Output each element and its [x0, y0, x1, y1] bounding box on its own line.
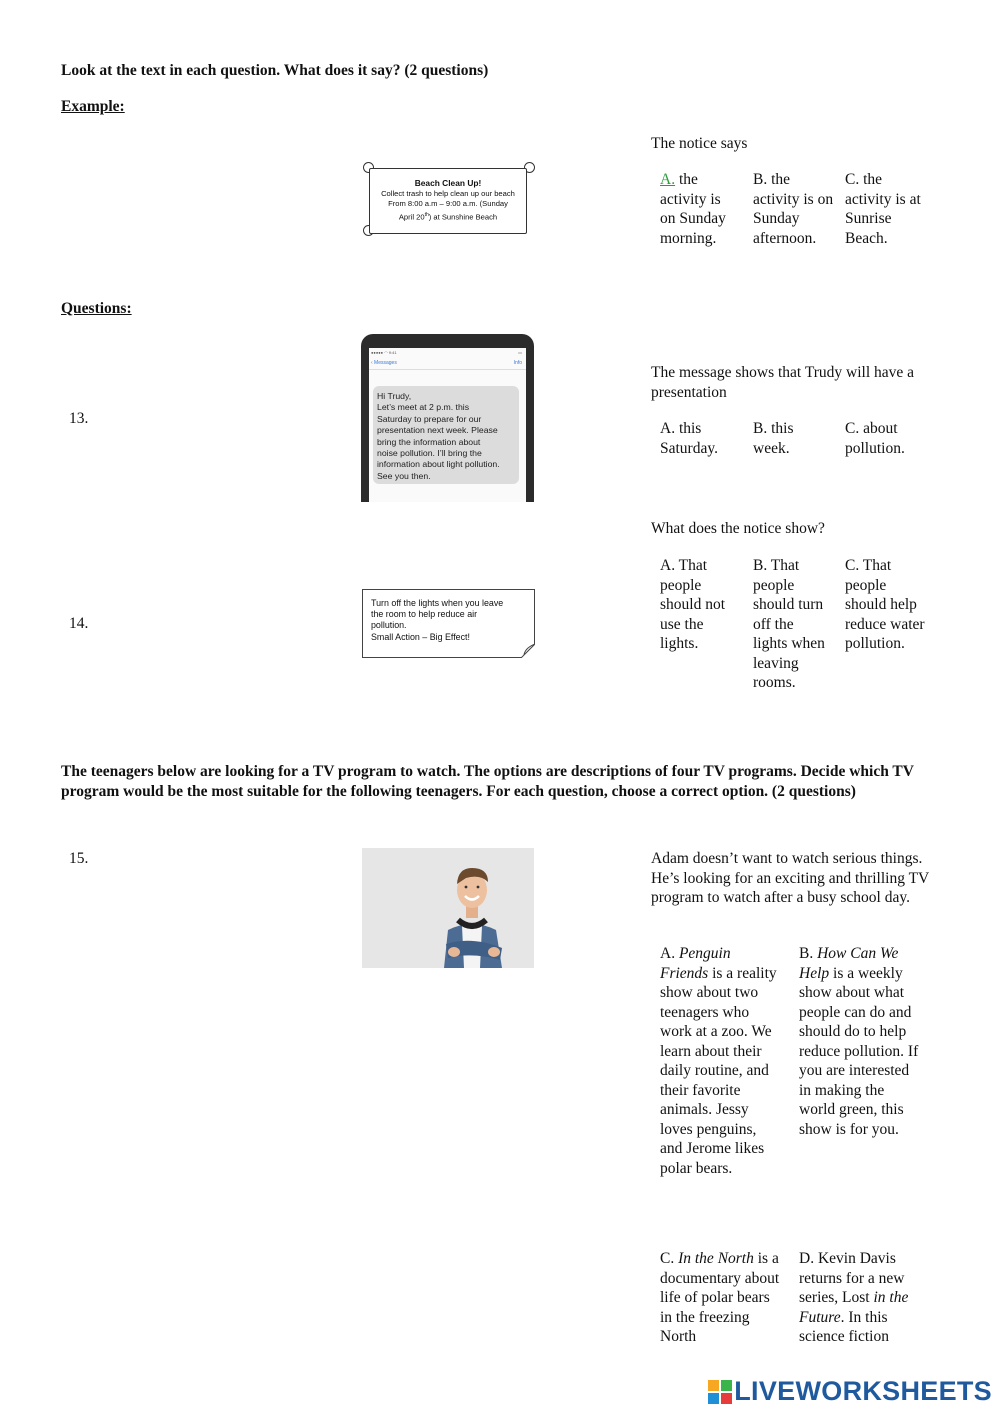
question-14-text: What does the notice show? — [651, 520, 825, 537]
question-14-number: 14. — [69, 615, 89, 632]
battery-icon: ▭ — [518, 350, 522, 355]
question-14-option-c: C. That people should help reduce water pollution. — [845, 557, 925, 652]
question-13-option-a: A. this Saturday. — [660, 420, 718, 457]
section1-instruction: Look at the text in each question. What does it say? (2 questions) — [61, 62, 489, 79]
phone-message-image — [361, 334, 534, 502]
example-question: The notice says — [651, 135, 748, 152]
messages-back-link: ‹ Messages — [371, 360, 397, 366]
question-14-option-a: A. That people should not use the lights. — [660, 557, 726, 652]
notice-line: Collect trash to help clean up our beach — [381, 188, 515, 198]
lights-notice-image: Turn off the lights when you leave the room to help reduce air pollution. Small Action – Big Effect! — [362, 589, 535, 658]
question-13-text: The message shows that Trudy will have a presentation — [651, 364, 915, 401]
example-label: Example: — [61, 98, 125, 115]
status-bar: ●●●●● ◠ 9:41 — [371, 350, 397, 355]
question-15-option-a: A. Penguin Friends is a reality show about two teenagers who work at a zoo. We learn about their daily routine, and their favorite animals. Jessy loves penguins, and Jerome likes polar bears. — [660, 945, 777, 1177]
example-option-c: C. the activity is at Sunrise Beach. — [845, 171, 921, 247]
example-option-a: A. the activity is on Sunday morning. — [660, 171, 726, 247]
question-15-text: Adam doesn’t want to watch serious things. He’s looking for an exciting and thrilling TV program to watch after a busy school day. — [651, 850, 929, 906]
info-link: Info — [513, 360, 522, 366]
message-bubble: Hi Trudy, Let’s meet at 2 p.m. this Saturday to prepare for our presentation next week. Please bring the information about noise pollution. I’ll bring the information about light pollution. See you then. — [373, 386, 519, 484]
question-13-option-b: B. this week. — [753, 420, 794, 457]
notice-title: Beach Clean Up! — [414, 178, 482, 188]
section2-instruction: The teenagers below are looking for a TV program to watch. The options are descriptions of four TV programs. Decide which TV program would be the most suitable for the following teenagers. For each question, choose a correct option. (2 questions) — [61, 763, 914, 800]
page-curl-icon — [519, 644, 535, 658]
question-14-option-b: B. That people should turn off the lights when leaving rooms. — [753, 557, 825, 691]
example-option-b: B. the activity is on Sunday afternoon. — [753, 171, 834, 247]
question-15-option-c: C. In the North is a documentary about life of polar bears in the freezing North — [660, 1250, 780, 1345]
questions-label: Questions: — [61, 300, 132, 317]
teenager-photo — [362, 848, 534, 968]
question-15-option-d: D. Kevin Davis returns for a new series, Lost in the Future. In this science fiction — [799, 1250, 909, 1345]
smiling-man-icon — [362, 848, 534, 968]
question-13-number: 13. — [69, 410, 89, 427]
liveworksheets-logo-text: LIVEWORKSHEETS — [734, 1376, 992, 1406]
question-15-number: 15. — [69, 850, 89, 867]
liveworksheets-logo — [708, 1376, 992, 1407]
liveworksheets-logo-icon — [708, 1380, 732, 1404]
question-13-option-c: C. about pollution. — [845, 420, 905, 457]
question-15-option-b: B. How Can We Help is a weekly show about what people can do and should do to help reduce pollution. If you are interested in making the world green, this show is for you. — [799, 945, 919, 1138]
beach-notice-image: Beach Clean Up! Collect trash to help clean up our beach From 8:00 a.m – 9:00 a.m. (Sunday April 20th) at Sunshine Beach — [363, 162, 533, 234]
notice-line: From 8:00 a.m – 9:00 a.m. (Sunday — [388, 199, 508, 208]
